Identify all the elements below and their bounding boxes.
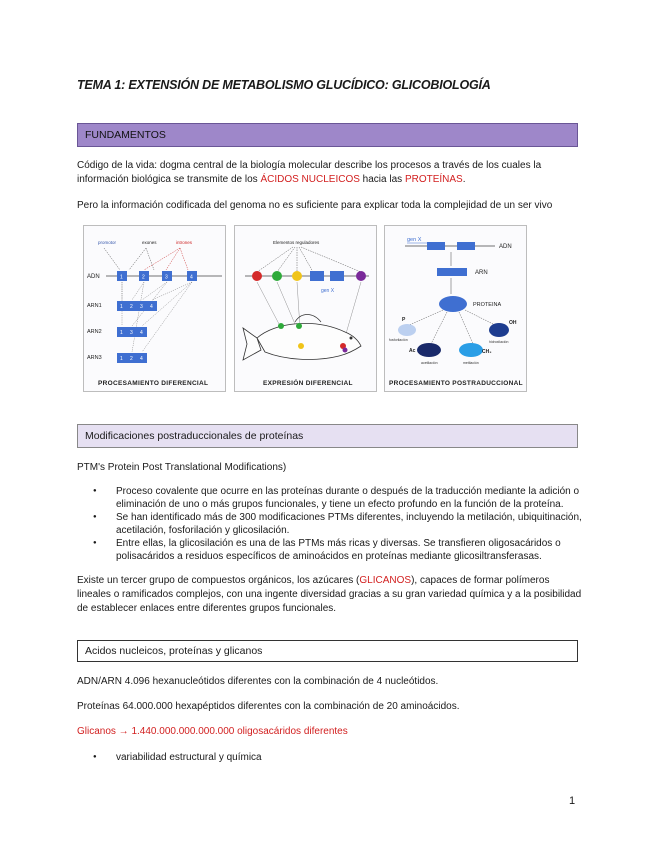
- figure-caption: EXPRESIÓN DIFERENCIAL: [263, 380, 353, 387]
- section-heading-text: Acidos nucleicos, proteínas y glicanos: [85, 645, 263, 657]
- text-run: .: [462, 174, 466, 185]
- protein-blob: [439, 296, 467, 312]
- figure-caption: PROCESAMIENTO POSTRADUCCIONAL: [389, 380, 523, 387]
- mod-fosforilacion: [398, 324, 416, 336]
- paragraph-dogma: [77, 159, 582, 187]
- section-heading-fundamentos: [77, 123, 578, 147]
- exon-number: 2: [142, 274, 145, 281]
- text-run: Código de la vida: dogma central de la biología molecular describe los procesos a través de los cuales la información biológica se transmite de los: [77, 160, 542, 185]
- label-elementos-reguladores: Elementos reguladores: [273, 240, 320, 245]
- highlight-proteinas: PROTEÍNAS: [404, 174, 463, 185]
- row-label-adn: ADN: [87, 274, 100, 280]
- exon-number: 4: [140, 330, 143, 336]
- gene-box: [330, 271, 344, 281]
- label-arn: ARN: [475, 270, 488, 276]
- text-run: hacia las: [359, 174, 405, 185]
- exon-number: 4: [150, 304, 153, 310]
- paragraph-glicanos: [77, 574, 582, 616]
- figure-procesamiento-postraduccional: [384, 225, 527, 392]
- glicanos-bullet-list: [77, 751, 582, 764]
- row-label-arn1: ARN1: [87, 303, 102, 309]
- regulator-purple: [356, 271, 366, 281]
- mod-name: metilación: [463, 361, 479, 365]
- ptm-bullet-list: [77, 485, 582, 563]
- label-gen-x: gen X: [407, 237, 422, 243]
- page-number: 1: [569, 795, 576, 807]
- exon-number: 1: [120, 274, 123, 281]
- section-heading-acidos: [77, 640, 578, 662]
- exon-number: 2: [130, 304, 133, 310]
- line-glicanos: Glicanos → 1.440.000.000.000.000 oligosacáridos diferentes: [77, 726, 348, 737]
- mod-symbol: OH: [509, 320, 517, 326]
- legend-exones: exones: [142, 240, 157, 245]
- fish-illustration: [257, 323, 361, 359]
- list-item: ● Se han identificado más de 300 modificaciones PTMs diferentes, incluyendo la metilación, ubiquitinación, acetilación, fosforilación y glicosilación.: [77, 511, 582, 537]
- legend-promotor: promotor: [98, 240, 117, 245]
- mod-metilacion: [459, 343, 483, 357]
- figure-procesamiento-diferencial: [83, 225, 226, 392]
- mod-symbol: Ac: [409, 348, 416, 354]
- exon-number: 1: [120, 356, 123, 362]
- exon-number: 3: [140, 304, 143, 310]
- mod-symbol: P: [402, 317, 406, 323]
- mod-symbol: CH₃: [482, 349, 492, 355]
- section-heading-ptm: [77, 424, 578, 448]
- section-heading-text: FUNDAMENTOS: [85, 129, 166, 141]
- line-adn-arn: ADN/ARN 4.096 hexanucleótidos diferentes con la combinación de 4 nucleótidos.: [77, 676, 439, 687]
- row-label-arn2: ARN2: [87, 329, 102, 335]
- exon-number: 4: [190, 274, 193, 281]
- mod-name: fosforilación: [389, 338, 408, 342]
- list-item: ● variabilidad estructural y química: [77, 751, 582, 764]
- rna-bar: [437, 268, 467, 276]
- figure-expresion-diferencial: [234, 225, 377, 392]
- gene-box: [310, 271, 324, 281]
- figure-caption: PROCESAMIENTO DIFERENCIAL: [98, 380, 209, 387]
- paragraph-ptm-intro: PTM's Protein Post Translational Modifications): [77, 462, 287, 473]
- section-heading-text: Modificaciones postraduccionales de proteínas: [85, 430, 304, 442]
- regulator-yellow: [292, 271, 302, 281]
- mod-hidroxilacion: [489, 323, 509, 337]
- paragraph-genoma: Pero la información codificada del genoma no es suficiente para explicar toda la complejidad de un ser vivo: [77, 200, 553, 211]
- exon-number: 1: [120, 304, 123, 310]
- dna-exon: [427, 242, 445, 250]
- label-proteina: PROTEINA: [473, 302, 502, 308]
- regulator-green: [272, 271, 282, 281]
- mod-name: acetilación: [421, 361, 438, 365]
- row-label-arn3: ARN3: [87, 355, 102, 361]
- label-adn: ADN: [499, 244, 512, 250]
- dna-exon: [457, 242, 475, 250]
- text-run: ), capaces de formar polímeros lineales o ramificados complejos, con una ingente diversidad gracias a su gran variedad química y a la posibilidad de establecer enlaces entre diferentes grupos funcionales.: [77, 575, 582, 614]
- label-gen-x: gen X: [321, 288, 335, 294]
- exon-number: 3: [130, 330, 133, 336]
- highlight-glicanos: GLICANOS: [359, 575, 412, 586]
- exon-number: 4: [140, 356, 143, 362]
- mod-name: hidroxilación: [489, 340, 509, 344]
- exon-number: 2: [130, 356, 133, 362]
- legend-intrones: intrones: [176, 240, 193, 245]
- list-item: ● Entre ellas, la glicosilación es una de las PTMs más ricas y diversas. Se transfieren oligosacáridos o polisacáridos a residuos específicos de aminoácidos en proteínas mediante glicosiltransferasas.: [77, 537, 582, 563]
- highlight-acidos-nucleicos: ÁCIDOS NUCLEICOS: [260, 174, 360, 185]
- page-title: TEMA 1: EXTENSIÓN DE METABOLISMO GLUCÍDICO: GLICOBIOLOGÍA: [77, 78, 491, 92]
- exon-number: 3: [165, 274, 168, 281]
- list-item: ● Proceso covalente que ocurre en las proteínas durante o después de la traducción mediante la adición o eliminación de uno o más grupos funcionales, y tiene un efecto profundo en la función de la proteína.: [77, 485, 582, 511]
- text-run: Existe un tercer grupo de compuestos orgánicos, los azúcares (: [77, 575, 360, 586]
- line-proteinas: Proteínas 64.000.000 hexapéptidos diferentes con la combinación de 20 aminoácidos.: [77, 701, 460, 712]
- exon-number: 1: [120, 330, 123, 336]
- regulator-red: [252, 271, 262, 281]
- mod-acetilacion: [417, 343, 441, 357]
